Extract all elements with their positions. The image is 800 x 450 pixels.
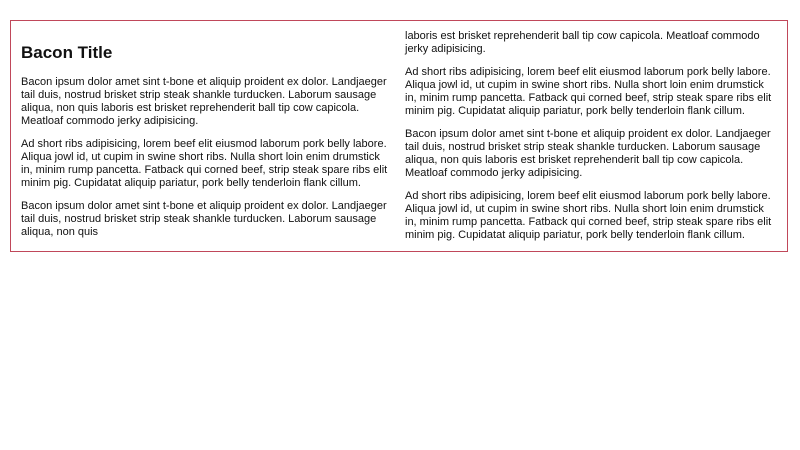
paragraph-5: Bacon ipsum dolor amet sint t-bone et aliquip proident ex dolor. Landjaeger tail duis, nostrud brisket strip steak shankle turducken. Laborum sausage aliqua, non quis laboris est brisket reprehenderit ball tip cow capicola. Meatloaf commodo jerky adipisicing. xyxy=(405,128,771,179)
paragraph-6: Ad short ribs adipisicing, lorem beef elit eiusmod laborum pork belly labore. Aliqua jowl id, ut cupim in swine short ribs. Nulla short loin enim drumstick in, minim rump pancetta. Fatback qui corned beef, strip steak spare ribs elit minim pig. Cupidatat aliquip pariatur, pork belly tenderloin flank cillum. xyxy=(405,190,772,241)
paragraph-3-end: laboris est brisket reprehenderit ball tip cow capicola. Meatloaf commodo jerky adipisicing. xyxy=(405,30,760,55)
paragraph-4: Ad short ribs adipisicing, lorem beef elit eiusmod laborum pork belly labore. Aliqua jowl id, ut cupim in swine short ribs. Nulla short loin enim drumstick in, minim rump pancetta. Fatback qui corned beef, strip steak spare ribs elit minim pig. Cupidatat aliquip pariatur, pork belly tenderloin flank cillum. xyxy=(405,66,772,117)
article-container xyxy=(10,20,788,252)
paragraph-3-start: Bacon ipsum dolor amet sint t-bone et aliquip proident ex dolor. Landjaeger tail duis, nostrud brisket strip steak shankle turducken. Laborum sausage aliqua, non quis xyxy=(21,200,387,238)
column-left xyxy=(21,43,394,238)
column-right xyxy=(405,30,778,252)
paragraph-1: Bacon ipsum dolor amet sint t-bone et aliquip proident ex dolor. Landjaeger tail duis, nostrud brisket strip steak shankle turducken. Laborum sausage aliqua, non quis laboris est brisket reprehenderit ball tip cow capicola. Meatloaf commodo jerky adipisicing. xyxy=(21,76,387,127)
article-title: Bacon Title xyxy=(21,43,113,62)
paragraph-2: Ad short ribs adipisicing, lorem beef elit eiusmod laborum pork belly labore. Aliqua jowl id, ut cupim in swine short ribs. Nulla short loin enim drumstick in, minim rump pancetta. Fatback qui corned beef, strip steak spare ribs elit minim pig. Cupidatat aliquip pariatur, pork belly tenderloin flank cillum. xyxy=(21,138,388,189)
